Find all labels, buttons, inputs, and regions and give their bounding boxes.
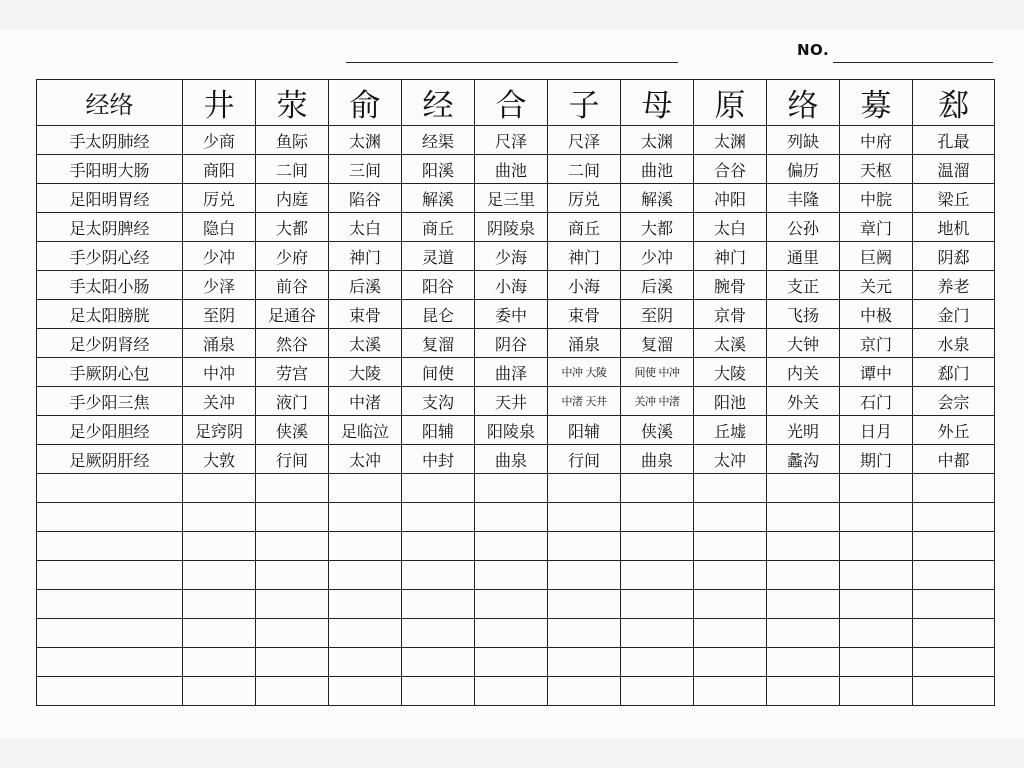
empty-cell bbox=[402, 648, 475, 677]
empty-cell bbox=[840, 677, 913, 706]
header-cell: 合 bbox=[475, 80, 548, 126]
meridian-name-cell: 足太阳膀胱 bbox=[37, 300, 183, 329]
acupoint-cell: 阳谷 bbox=[402, 271, 475, 300]
empty-cell bbox=[621, 590, 694, 619]
meridian-name-cell: 足少阳胆经 bbox=[37, 416, 183, 445]
acupoint-cell: 温溜 bbox=[913, 155, 995, 184]
empty-row bbox=[37, 590, 995, 619]
acupoint-cell: 二间 bbox=[548, 155, 621, 184]
acupoint-cell: 关冲 中渚 bbox=[621, 387, 694, 416]
empty-cell bbox=[621, 474, 694, 503]
acupoint-cell: 偏历 bbox=[767, 155, 840, 184]
empty-cell bbox=[913, 677, 995, 706]
empty-cell bbox=[37, 474, 183, 503]
acupoint-cell: 大钟 bbox=[767, 329, 840, 358]
acupoint-cell: 后溪 bbox=[329, 271, 402, 300]
table-row bbox=[37, 358, 995, 387]
empty-cell bbox=[621, 532, 694, 561]
empty-cell bbox=[37, 590, 183, 619]
empty-cell bbox=[694, 677, 767, 706]
acupoint-cell: 鱼际 bbox=[256, 126, 329, 155]
acupoint-cell: 中府 bbox=[840, 126, 913, 155]
acupoint-cell: 光明 bbox=[767, 416, 840, 445]
acupoint-cell: 大陵 bbox=[329, 358, 402, 387]
table-row bbox=[37, 155, 995, 184]
acupoint-cell: 阳辅 bbox=[402, 416, 475, 445]
table-row bbox=[37, 213, 995, 242]
acupoint-cell: 曲池 bbox=[475, 155, 548, 184]
meridian-name-cell: 足太阴脾经 bbox=[37, 213, 183, 242]
empty-cell bbox=[913, 648, 995, 677]
acupoint-cell: 石门 bbox=[840, 387, 913, 416]
acupoint-cell: 关冲 bbox=[183, 387, 256, 416]
acupoint-cell: 蠡沟 bbox=[767, 445, 840, 474]
empty-cell bbox=[475, 561, 548, 590]
acupoint-cell: 阴陵泉 bbox=[475, 213, 548, 242]
empty-cell bbox=[475, 474, 548, 503]
header-cell: 俞 bbox=[329, 80, 402, 126]
acupoint-cell: 侠溪 bbox=[256, 416, 329, 445]
acupoint-cell: 中脘 bbox=[840, 184, 913, 213]
acupoint-cell: 行间 bbox=[256, 445, 329, 474]
acupoint-cell: 间使 bbox=[402, 358, 475, 387]
acupoint-cell: 后溪 bbox=[621, 271, 694, 300]
header-cell: 络 bbox=[767, 80, 840, 126]
acupoint-cell: 经渠 bbox=[402, 126, 475, 155]
acupoint-cell: 中封 bbox=[402, 445, 475, 474]
empty-cell bbox=[694, 619, 767, 648]
acupoint-cell: 曲池 bbox=[621, 155, 694, 184]
acupoint-cell: 合谷 bbox=[694, 155, 767, 184]
empty-row bbox=[37, 648, 995, 677]
empty-cell bbox=[402, 677, 475, 706]
empty-cell bbox=[256, 503, 329, 532]
acupoint-cell: 支正 bbox=[767, 271, 840, 300]
empty-cell bbox=[329, 648, 402, 677]
empty-cell bbox=[329, 561, 402, 590]
acupoint-cell: 足通谷 bbox=[256, 300, 329, 329]
acupoint-cell: 公孙 bbox=[767, 213, 840, 242]
empty-cell bbox=[840, 474, 913, 503]
table-row bbox=[37, 126, 995, 155]
empty-row bbox=[37, 677, 995, 706]
acupoint-cell: 神门 bbox=[548, 242, 621, 271]
empty-cell bbox=[256, 677, 329, 706]
empty-cell bbox=[475, 532, 548, 561]
empty-row bbox=[37, 532, 995, 561]
acupoint-cell: 少泽 bbox=[183, 271, 256, 300]
empty-cell bbox=[329, 590, 402, 619]
acupoint-cell: 尺泽 bbox=[548, 126, 621, 155]
acupoint-cell: 列缺 bbox=[767, 126, 840, 155]
acupoint-cell: 然谷 bbox=[256, 329, 329, 358]
acupoint-table bbox=[36, 79, 995, 706]
empty-cell bbox=[548, 619, 621, 648]
acupoint-cell: 曲泽 bbox=[475, 358, 548, 387]
empty-cell bbox=[183, 532, 256, 561]
acupoint-cell: 中冲 大陵 bbox=[548, 358, 621, 387]
acupoint-cell: 束骨 bbox=[329, 300, 402, 329]
acupoint-cell: 厉兑 bbox=[183, 184, 256, 213]
empty-cell bbox=[767, 503, 840, 532]
acupoint-cell: 太白 bbox=[694, 213, 767, 242]
empty-cell bbox=[621, 503, 694, 532]
empty-cell bbox=[767, 590, 840, 619]
acupoint-cell: 水泉 bbox=[913, 329, 995, 358]
meridian-name-cell: 足少阴肾经 bbox=[37, 329, 183, 358]
table-row bbox=[37, 271, 995, 300]
acupoint-cell: 涌泉 bbox=[548, 329, 621, 358]
acupoint-cell: 少商 bbox=[183, 126, 256, 155]
acupoint-cell: 前谷 bbox=[256, 271, 329, 300]
empty-cell bbox=[548, 677, 621, 706]
acupoint-cell: 曲泉 bbox=[621, 445, 694, 474]
acupoint-cell: 涌泉 bbox=[183, 329, 256, 358]
acupoint-cell: 外丘 bbox=[913, 416, 995, 445]
empty-cell bbox=[183, 619, 256, 648]
acupoint-cell: 商阳 bbox=[183, 155, 256, 184]
acupoint-cell: 太渊 bbox=[621, 126, 694, 155]
acupoint-cell: 复溜 bbox=[621, 329, 694, 358]
acupoint-cell: 巨阙 bbox=[840, 242, 913, 271]
acupoint-cell: 小海 bbox=[548, 271, 621, 300]
acupoint-cell: 神门 bbox=[329, 242, 402, 271]
acupoint-cell: 中渚 bbox=[329, 387, 402, 416]
acupoint-cell: 阳溪 bbox=[402, 155, 475, 184]
acupoint-cell: 太溪 bbox=[694, 329, 767, 358]
empty-cell bbox=[548, 590, 621, 619]
empty-cell bbox=[767, 532, 840, 561]
empty-cell bbox=[183, 677, 256, 706]
empty-cell bbox=[694, 503, 767, 532]
acupoint-cell: 少冲 bbox=[183, 242, 256, 271]
acupoint-cell: 大陵 bbox=[694, 358, 767, 387]
empty-cell bbox=[183, 648, 256, 677]
acupoint-cell: 内关 bbox=[767, 358, 840, 387]
table-row bbox=[37, 445, 995, 474]
empty-cell bbox=[256, 590, 329, 619]
empty-cell bbox=[767, 648, 840, 677]
number-blank-line bbox=[833, 62, 993, 63]
empty-cell bbox=[913, 619, 995, 648]
acupoint-cell: 液门 bbox=[256, 387, 329, 416]
empty-cell bbox=[694, 532, 767, 561]
acupoint-cell: 阴谷 bbox=[475, 329, 548, 358]
header-cell: 原 bbox=[694, 80, 767, 126]
acupoint-cell: 隐白 bbox=[183, 213, 256, 242]
empty-cell bbox=[621, 648, 694, 677]
acupoint-cell: 至阴 bbox=[621, 300, 694, 329]
acupoint-cell: 太溪 bbox=[329, 329, 402, 358]
empty-cell bbox=[402, 619, 475, 648]
acupoint-cell: 飞扬 bbox=[767, 300, 840, 329]
empty-cell bbox=[256, 619, 329, 648]
empty-cell bbox=[621, 677, 694, 706]
acupoint-cell: 侠溪 bbox=[621, 416, 694, 445]
empty-cell bbox=[840, 648, 913, 677]
meridian-name-cell: 手少阴心经 bbox=[37, 242, 183, 271]
empty-cell bbox=[329, 677, 402, 706]
acupoint-cell: 金门 bbox=[913, 300, 995, 329]
acupoint-cell: 天枢 bbox=[840, 155, 913, 184]
empty-cell bbox=[767, 474, 840, 503]
empty-cell bbox=[37, 677, 183, 706]
acupoint-cell: 曲泉 bbox=[475, 445, 548, 474]
acupoint-cell: 神门 bbox=[694, 242, 767, 271]
table-row bbox=[37, 416, 995, 445]
empty-cell bbox=[37, 648, 183, 677]
header-cell: 募 bbox=[840, 80, 913, 126]
acupoint-cell: 足三里 bbox=[475, 184, 548, 213]
acupoint-cell: 太渊 bbox=[694, 126, 767, 155]
empty-cell bbox=[548, 503, 621, 532]
acupoint-cell: 会宗 bbox=[913, 387, 995, 416]
acupoint-cell: 大都 bbox=[256, 213, 329, 242]
acupoint-cell: 少冲 bbox=[621, 242, 694, 271]
acupoint-cell: 中冲 bbox=[183, 358, 256, 387]
empty-cell bbox=[548, 561, 621, 590]
acupoint-cell: 丘墟 bbox=[694, 416, 767, 445]
acupoint-cell: 昆仑 bbox=[402, 300, 475, 329]
acupoint-cell: 大敦 bbox=[183, 445, 256, 474]
empty-cell bbox=[256, 648, 329, 677]
empty-cell bbox=[402, 474, 475, 503]
empty-cell bbox=[256, 532, 329, 561]
header-cell: 井 bbox=[183, 80, 256, 126]
acupoint-cell: 天井 bbox=[475, 387, 548, 416]
meridian-name-cell: 手太阳小肠 bbox=[37, 271, 183, 300]
acupoint-cell: 太白 bbox=[329, 213, 402, 242]
acupoint-cell: 郄门 bbox=[913, 358, 995, 387]
meridian-name-cell: 足阳明胃经 bbox=[37, 184, 183, 213]
acupoint-cell: 章门 bbox=[840, 213, 913, 242]
empty-cell bbox=[840, 532, 913, 561]
acupoint-cell: 三间 bbox=[329, 155, 402, 184]
empty-cell bbox=[548, 648, 621, 677]
empty-cell bbox=[37, 503, 183, 532]
empty-cell bbox=[913, 561, 995, 590]
acupoint-cell: 行间 bbox=[548, 445, 621, 474]
acupoint-cell: 关元 bbox=[840, 271, 913, 300]
table-row bbox=[37, 329, 995, 358]
acupoint-cell: 解溪 bbox=[402, 184, 475, 213]
number-label: NO. bbox=[797, 41, 830, 59]
acupoint-cell: 阴郄 bbox=[913, 242, 995, 271]
acupoint-cell: 灵道 bbox=[402, 242, 475, 271]
empty-cell bbox=[548, 532, 621, 561]
empty-cell bbox=[329, 474, 402, 503]
empty-cell bbox=[767, 561, 840, 590]
acupoint-cell: 商丘 bbox=[402, 213, 475, 242]
table-row bbox=[37, 242, 995, 271]
acupoint-cell: 委中 bbox=[475, 300, 548, 329]
title-blank-line bbox=[346, 62, 678, 63]
acupoint-cell: 少府 bbox=[256, 242, 329, 271]
empty-cell bbox=[329, 532, 402, 561]
header-cell: 经 bbox=[402, 80, 475, 126]
empty-cell bbox=[37, 619, 183, 648]
acupoint-cell: 丰隆 bbox=[767, 184, 840, 213]
empty-cell bbox=[475, 590, 548, 619]
empty-row bbox=[37, 561, 995, 590]
empty-cell bbox=[402, 590, 475, 619]
empty-cell bbox=[840, 561, 913, 590]
empty-cell bbox=[475, 648, 548, 677]
header-cell: 荥 bbox=[256, 80, 329, 126]
header-cell: 子 bbox=[548, 80, 621, 126]
acupoint-cell: 冲阳 bbox=[694, 184, 767, 213]
empty-cell bbox=[402, 561, 475, 590]
acupoint-cell: 劳宫 bbox=[256, 358, 329, 387]
empty-cell bbox=[475, 503, 548, 532]
acupoint-cell: 腕骨 bbox=[694, 271, 767, 300]
empty-cell bbox=[840, 503, 913, 532]
empty-row bbox=[37, 503, 995, 532]
empty-cell bbox=[767, 677, 840, 706]
acupoint-cell: 足临泣 bbox=[329, 416, 402, 445]
acupoint-cell: 商丘 bbox=[548, 213, 621, 242]
acupoint-cell: 复溜 bbox=[402, 329, 475, 358]
acupoint-cell: 尺泽 bbox=[475, 126, 548, 155]
header-cell: 郄 bbox=[913, 80, 995, 126]
table-row bbox=[37, 300, 995, 329]
acupoint-cell: 小海 bbox=[475, 271, 548, 300]
empty-cell bbox=[621, 561, 694, 590]
acupoint-cell: 束骨 bbox=[548, 300, 621, 329]
acupoint-cell: 二间 bbox=[256, 155, 329, 184]
acupoint-cell: 阳陵泉 bbox=[475, 416, 548, 445]
empty-cell bbox=[329, 503, 402, 532]
meridian-name-cell: 手太阴肺经 bbox=[37, 126, 183, 155]
acupoint-cell: 京骨 bbox=[694, 300, 767, 329]
empty-cell bbox=[256, 474, 329, 503]
acupoint-cell: 梁丘 bbox=[913, 184, 995, 213]
acupoint-cell: 太冲 bbox=[329, 445, 402, 474]
empty-cell bbox=[402, 503, 475, 532]
acupoint-cell: 足窍阴 bbox=[183, 416, 256, 445]
acupoint-cell: 中都 bbox=[913, 445, 995, 474]
acupoint-cell: 厉兑 bbox=[548, 184, 621, 213]
empty-cell bbox=[37, 561, 183, 590]
empty-cell bbox=[183, 503, 256, 532]
acupoint-cell: 太冲 bbox=[694, 445, 767, 474]
table-body bbox=[37, 126, 995, 706]
empty-cell bbox=[183, 590, 256, 619]
acupoint-cell: 养老 bbox=[913, 271, 995, 300]
acupoint-cell: 期门 bbox=[840, 445, 913, 474]
header-row bbox=[37, 80, 995, 126]
empty-cell bbox=[694, 561, 767, 590]
acupoint-cell: 支沟 bbox=[402, 387, 475, 416]
empty-cell bbox=[548, 474, 621, 503]
acupoint-cell: 地机 bbox=[913, 213, 995, 242]
meridian-name-cell: 手阳明大肠 bbox=[37, 155, 183, 184]
empty-cell bbox=[475, 677, 548, 706]
header-cell: 母 bbox=[621, 80, 694, 126]
acupoint-cell: 陷谷 bbox=[329, 184, 402, 213]
empty-cell bbox=[840, 590, 913, 619]
empty-cell bbox=[913, 474, 995, 503]
acupoint-cell: 阳池 bbox=[694, 387, 767, 416]
acupoint-cell: 外关 bbox=[767, 387, 840, 416]
acupoint-cell: 大都 bbox=[621, 213, 694, 242]
acupoint-cell: 太渊 bbox=[329, 126, 402, 155]
empty-cell bbox=[183, 474, 256, 503]
acupoint-cell: 解溪 bbox=[621, 184, 694, 213]
acupoint-cell: 中极 bbox=[840, 300, 913, 329]
empty-cell bbox=[694, 474, 767, 503]
empty-cell bbox=[767, 619, 840, 648]
meridian-name-cell: 足厥阴肝经 bbox=[37, 445, 183, 474]
acupoint-cell: 内庭 bbox=[256, 184, 329, 213]
acupoint-cell: 孔最 bbox=[913, 126, 995, 155]
meridian-name-cell: 手厥阴心包 bbox=[37, 358, 183, 387]
table-row bbox=[37, 184, 995, 213]
empty-cell bbox=[840, 619, 913, 648]
acupoint-cell: 谭中 bbox=[840, 358, 913, 387]
acupoint-cell: 少海 bbox=[475, 242, 548, 271]
acupoint-cell: 京门 bbox=[840, 329, 913, 358]
empty-cell bbox=[913, 590, 995, 619]
acupoint-cell: 至阴 bbox=[183, 300, 256, 329]
acupoint-cell: 日月 bbox=[840, 416, 913, 445]
empty-cell bbox=[183, 561, 256, 590]
meridian-name-cell: 手少阳三焦 bbox=[37, 387, 183, 416]
header-meridian: 经络 bbox=[37, 80, 183, 126]
empty-row bbox=[37, 619, 995, 648]
empty-cell bbox=[329, 619, 402, 648]
table-row bbox=[37, 387, 995, 416]
empty-cell bbox=[694, 648, 767, 677]
empty-cell bbox=[475, 619, 548, 648]
acupoint-cell: 通里 bbox=[767, 242, 840, 271]
empty-cell bbox=[913, 503, 995, 532]
empty-cell bbox=[256, 561, 329, 590]
acupoint-cell: 阳辅 bbox=[548, 416, 621, 445]
empty-row bbox=[37, 474, 995, 503]
empty-cell bbox=[621, 619, 694, 648]
acupoint-cell: 中渚 天井 bbox=[548, 387, 621, 416]
empty-cell bbox=[913, 532, 995, 561]
acupoint-cell: 间使 中冲 bbox=[621, 358, 694, 387]
empty-cell bbox=[37, 532, 183, 561]
empty-cell bbox=[694, 590, 767, 619]
empty-cell bbox=[402, 532, 475, 561]
